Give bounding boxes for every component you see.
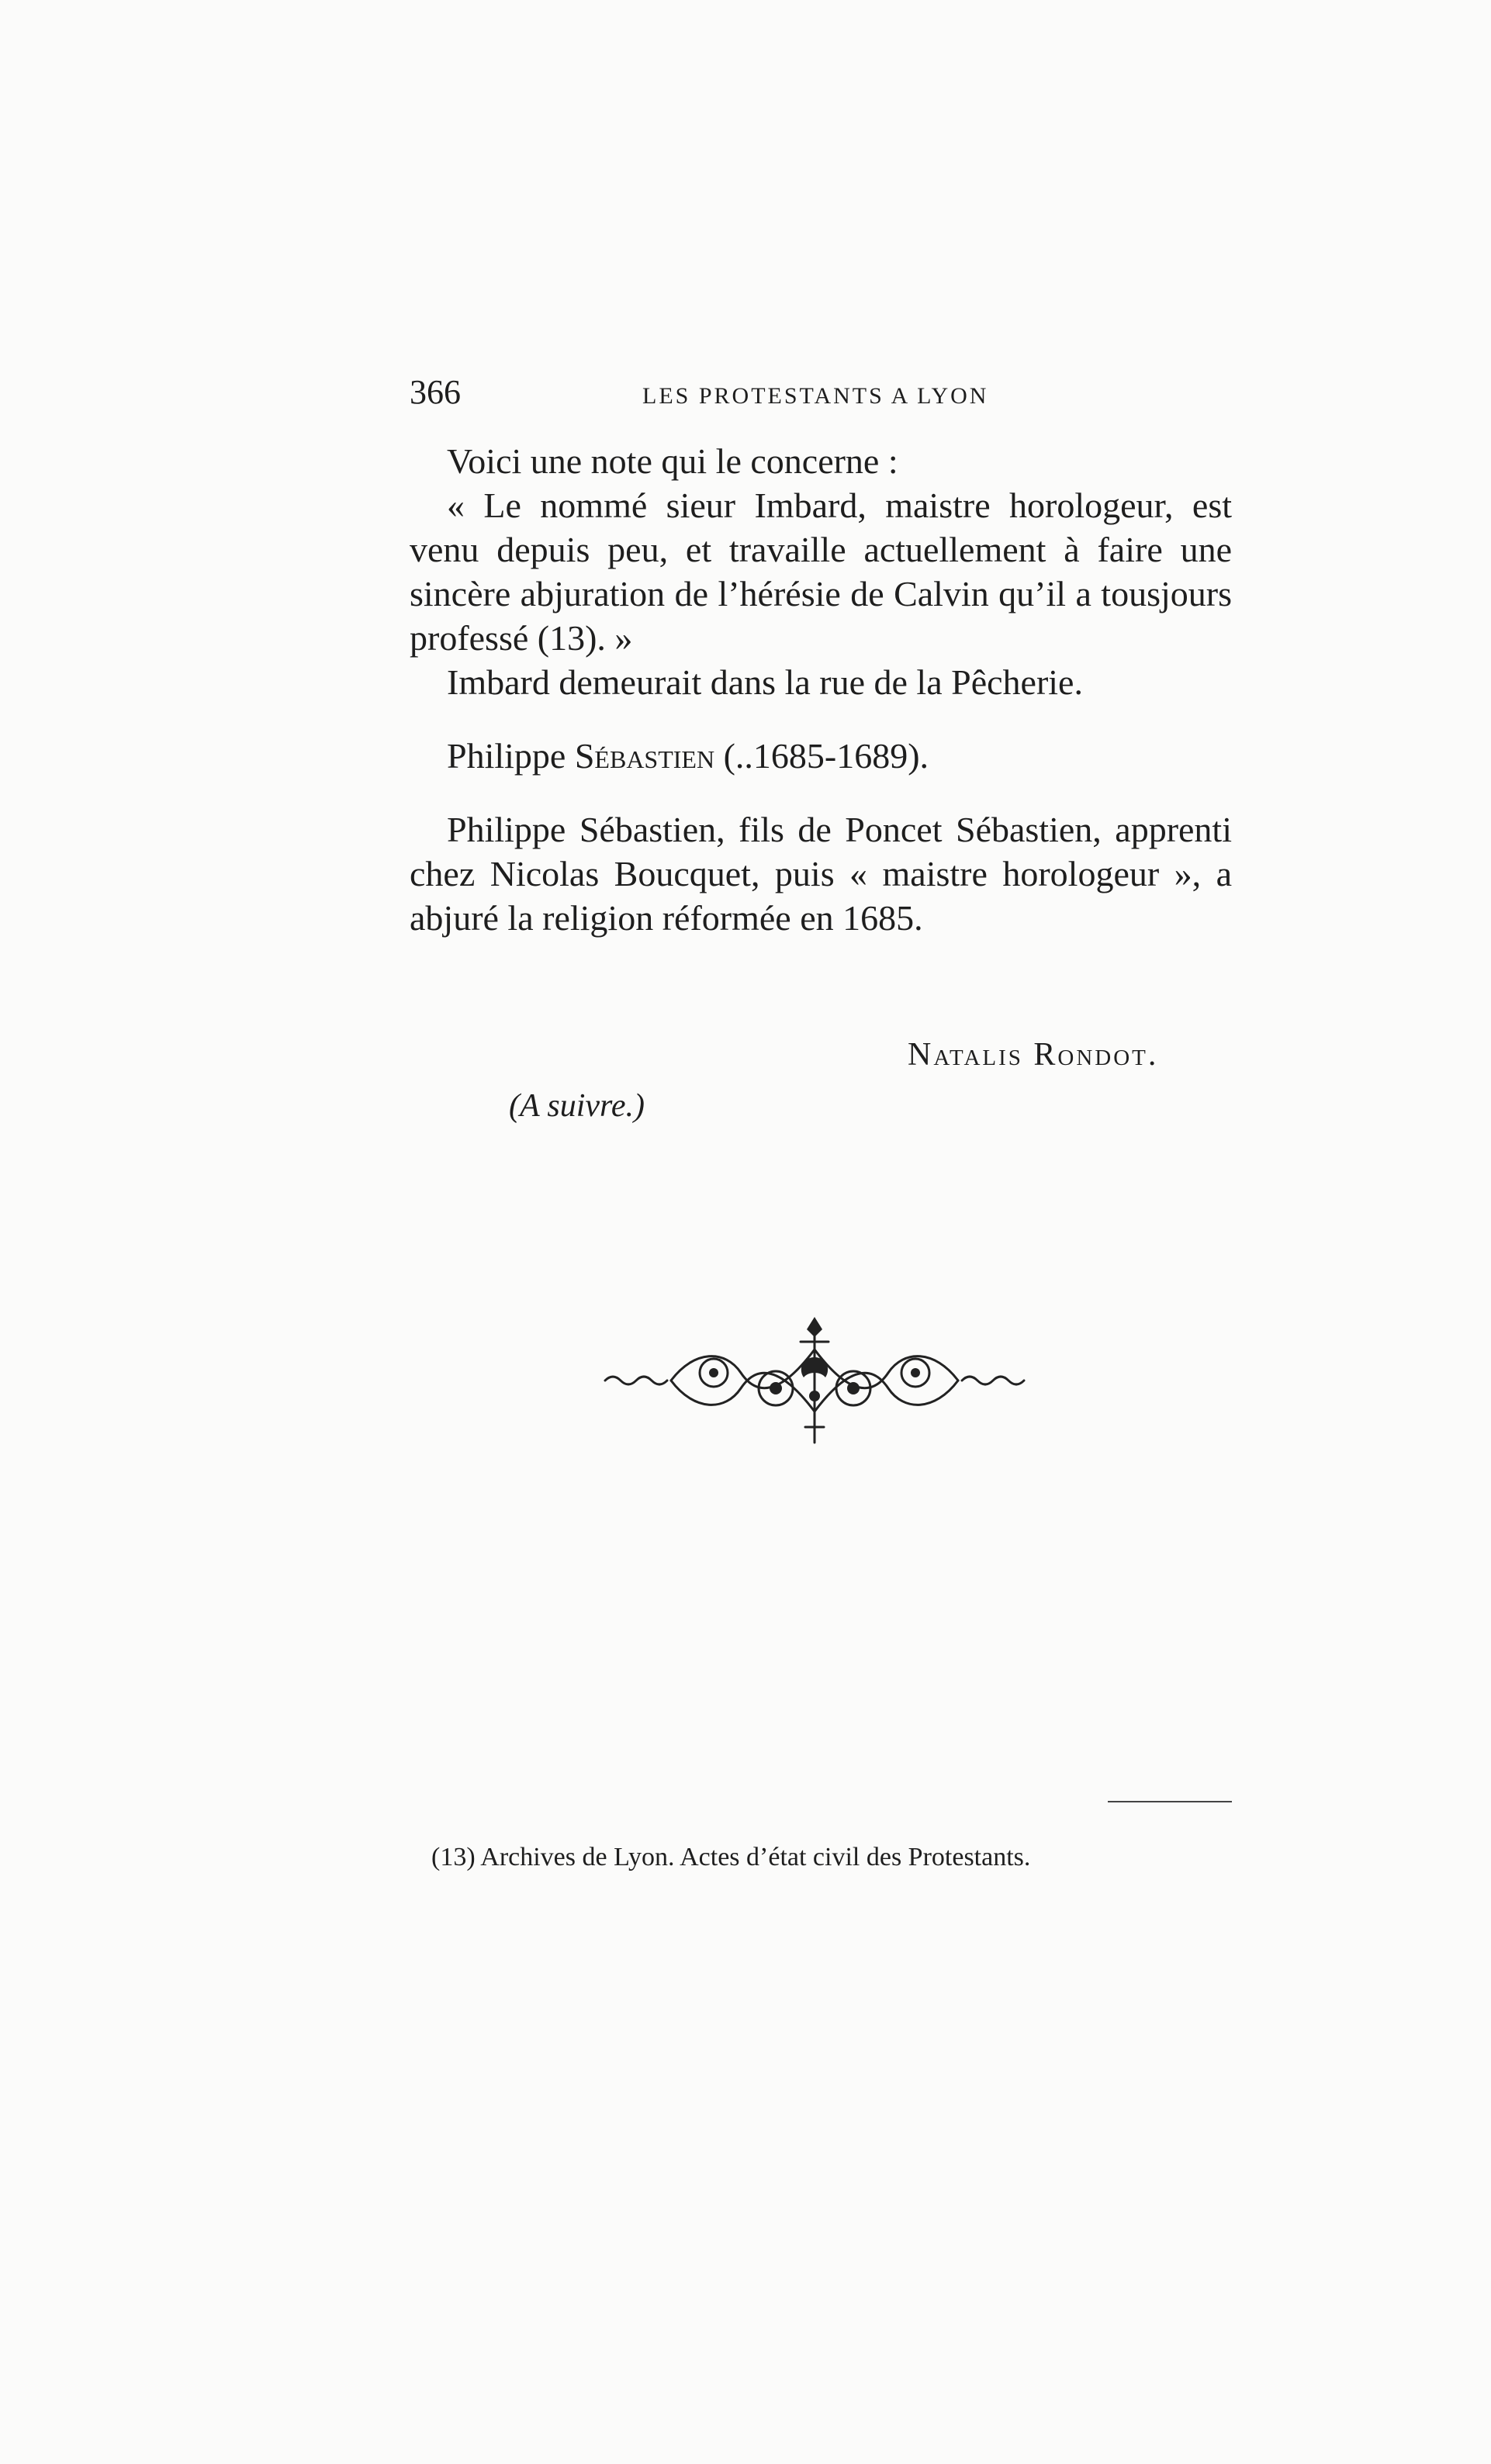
page-number: 366 [410,373,461,411]
body-text [410,439,1232,940]
page-header [410,372,1232,419]
running-title: LES PROTESTANTS A LYON [642,383,989,409]
paragraph-intro: Voici une note qui le concerne : [447,441,898,481]
author-signature: Natalis Rondot. [908,1037,1159,1073]
entry-heading [410,734,1232,778]
footnote-rule [1108,1801,1232,1802]
footnote: (13) Archives de Lyon. Actes d’état civil des Protestants. [431,1843,1031,1871]
entry-dates: (..1685-1689). [723,736,929,776]
fleuron-ornament-icon [597,1311,1032,1450]
continuation-note: (A suivre.) [509,1088,645,1124]
entry-surname: Sébastien [574,736,715,776]
paragraph-biography: Philippe Sébastien, fils de Poncet Sébastien, apprenti chez Nicolas Boucquet, puis « maistre horologeur », a abjuré la religion réformée en 1685. [410,810,1232,938]
paragraph-quote: « Le nommé sieur Imbard, maistre horologeur, est venu depuis peu, et travaille actuellement à faire une sincère abjuration de l’hérésie de Calvin qu’il a tousjours professé (13). » [410,486,1232,658]
paragraph-residence: Imbard demeurait dans la rue de la Pêcherie. [447,662,1083,702]
entry-first-name: Philippe [447,736,566,776]
